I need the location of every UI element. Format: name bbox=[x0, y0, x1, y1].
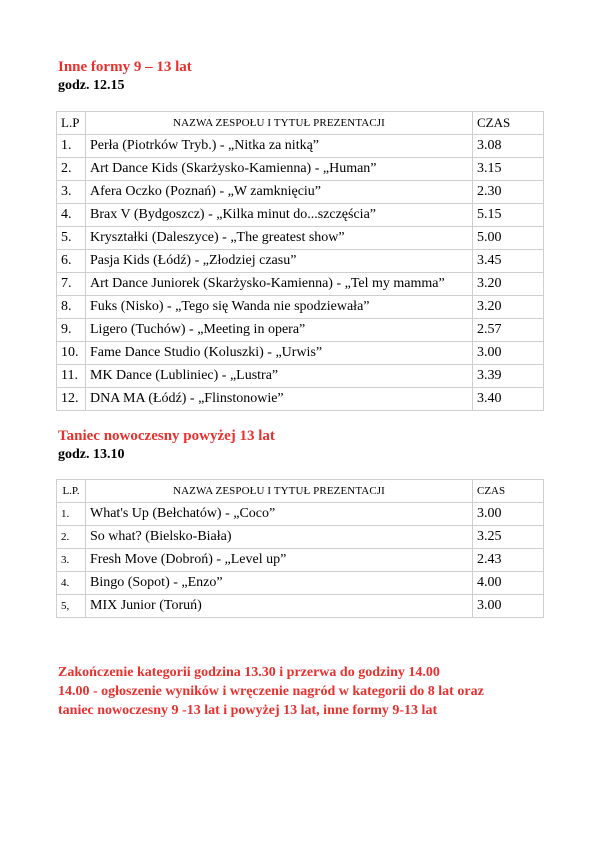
row-duration: 4.00 bbox=[473, 572, 544, 595]
section1-title: Inne formy 9 – 13 lat bbox=[58, 59, 192, 75]
section2-table bbox=[56, 479, 544, 618]
header-name: NAZWA ZESPOŁU I TYTUŁ PREZENTACJI bbox=[86, 480, 473, 503]
row-team-title: Afera Oczko (Poznań) - „W zamknięciu” bbox=[86, 181, 473, 204]
table-row bbox=[57, 250, 544, 273]
table-row bbox=[57, 296, 544, 319]
row-number: 3. bbox=[57, 549, 86, 572]
table-row bbox=[57, 526, 544, 549]
row-team-title: MK Dance (Lubliniec) - „Lustra” bbox=[86, 365, 473, 388]
row-team-title: Brax V (Bydgoszcz) - „Kilka minut do...szczęścia” bbox=[86, 204, 473, 227]
row-duration: 5.15 bbox=[473, 204, 544, 227]
table-row bbox=[57, 204, 544, 227]
table-row bbox=[57, 595, 544, 618]
table-row bbox=[57, 158, 544, 181]
table-row bbox=[57, 549, 544, 572]
row-duration: 3.40 bbox=[473, 388, 544, 411]
row-team-title: Art Dance Juniorek (Skarżysko-Kamienna) - „Tel my mamma” bbox=[86, 273, 473, 296]
header-lp: L.P. bbox=[57, 480, 86, 503]
row-duration: 3.00 bbox=[473, 503, 544, 526]
row-team-title: Pasja Kids (Łódź) - „Złodziej czasu” bbox=[86, 250, 473, 273]
header-time: CZAS bbox=[473, 112, 544, 135]
row-duration: 3.39 bbox=[473, 365, 544, 388]
row-duration: 3.45 bbox=[473, 250, 544, 273]
row-number: 7. bbox=[57, 273, 86, 296]
row-number: 1. bbox=[57, 135, 86, 158]
closing-announcement bbox=[58, 663, 578, 720]
table-row bbox=[57, 319, 544, 342]
header-lp: L.P bbox=[57, 112, 86, 135]
row-number: 3. bbox=[57, 181, 86, 204]
table-header-row bbox=[57, 112, 544, 135]
section1-time: godz. 12.15 bbox=[58, 78, 125, 93]
row-team-title: DNA MA (Łódź) - „Flinstonowie” bbox=[86, 388, 473, 411]
header-name: NAZWA ZESPOŁU I TYTUŁ PREZENTACJI bbox=[86, 112, 473, 135]
table-row bbox=[57, 273, 544, 296]
row-team-title: Art Dance Kids (Skarżysko-Kamienna) - „Human” bbox=[86, 158, 473, 181]
row-number: 6. bbox=[57, 250, 86, 273]
row-duration: 3.00 bbox=[473, 595, 544, 618]
row-number: 9. bbox=[57, 319, 86, 342]
row-team-title: Fuks (Nisko) - „Tego się Wanda nie spodziewała” bbox=[86, 296, 473, 319]
row-team-title: Bingo (Sopot) - „Enzo” bbox=[86, 572, 473, 595]
row-number: 8. bbox=[57, 296, 86, 319]
row-number: 11. bbox=[57, 365, 86, 388]
table-row bbox=[57, 135, 544, 158]
row-team-title: Fresh Move (Dobroń) - „Level up” bbox=[86, 549, 473, 572]
row-duration: 3.15 bbox=[473, 158, 544, 181]
row-team-title: So what? (Bielsko-Biała) bbox=[86, 526, 473, 549]
table-header-row bbox=[57, 480, 544, 503]
row-number: 4. bbox=[57, 204, 86, 227]
row-duration: 2.43 bbox=[473, 549, 544, 572]
row-duration: 3.20 bbox=[473, 296, 544, 319]
table-row bbox=[57, 227, 544, 250]
row-duration: 2.57 bbox=[473, 319, 544, 342]
row-duration: 3.25 bbox=[473, 526, 544, 549]
closing-line-3: taniec nowoczesny 9 -13 lat i powyżej 13 lat, inne formy 9-13 lat bbox=[58, 703, 438, 718]
row-duration: 3.00 bbox=[473, 342, 544, 365]
table-row bbox=[57, 503, 544, 526]
row-number: 10. bbox=[57, 342, 86, 365]
row-duration: 5.00 bbox=[473, 227, 544, 250]
table-row bbox=[57, 181, 544, 204]
row-duration: 2.30 bbox=[473, 181, 544, 204]
row-number: 1. bbox=[57, 503, 86, 526]
table-row bbox=[57, 342, 544, 365]
row-number: 5. bbox=[57, 227, 86, 250]
table-row bbox=[57, 572, 544, 595]
table-row bbox=[57, 388, 544, 411]
row-team-title: Perła (Piotrków Tryb.) - „Nitka za nitką” bbox=[86, 135, 473, 158]
header-time: CZAS bbox=[473, 480, 544, 503]
table-row bbox=[57, 365, 544, 388]
row-number: 2. bbox=[57, 158, 86, 181]
section2-time: godz. 13.10 bbox=[58, 447, 125, 462]
row-team-title: MIX Junior (Toruń) bbox=[86, 595, 473, 618]
row-duration: 3.20 bbox=[473, 273, 544, 296]
row-number: 2. bbox=[57, 526, 86, 549]
closing-line-2: 14.00 - ogłoszenie wyników i wręczenie nagród w kategorii do 8 lat oraz bbox=[58, 684, 484, 699]
row-team-title: Kryształki (Daleszyce) - „The greatest show” bbox=[86, 227, 473, 250]
row-duration: 3.08 bbox=[473, 135, 544, 158]
row-team-title: Ligero (Tuchów) - „Meeting in opera” bbox=[86, 319, 473, 342]
closing-line-1: Zakończenie kategorii godzina 13.30 i przerwa do godziny 14.00 bbox=[58, 665, 440, 680]
row-team-title: What's Up (Bełchatów) - „Coco” bbox=[86, 503, 473, 526]
row-number: 5, bbox=[57, 595, 86, 618]
row-team-title: Fame Dance Studio (Koluszki) - „Urwis” bbox=[86, 342, 473, 365]
row-number: 12. bbox=[57, 388, 86, 411]
section1-table bbox=[56, 111, 544, 411]
section2-title: Taniec nowoczesny powyżej 13 lat bbox=[58, 428, 275, 444]
row-number: 4. bbox=[57, 572, 86, 595]
